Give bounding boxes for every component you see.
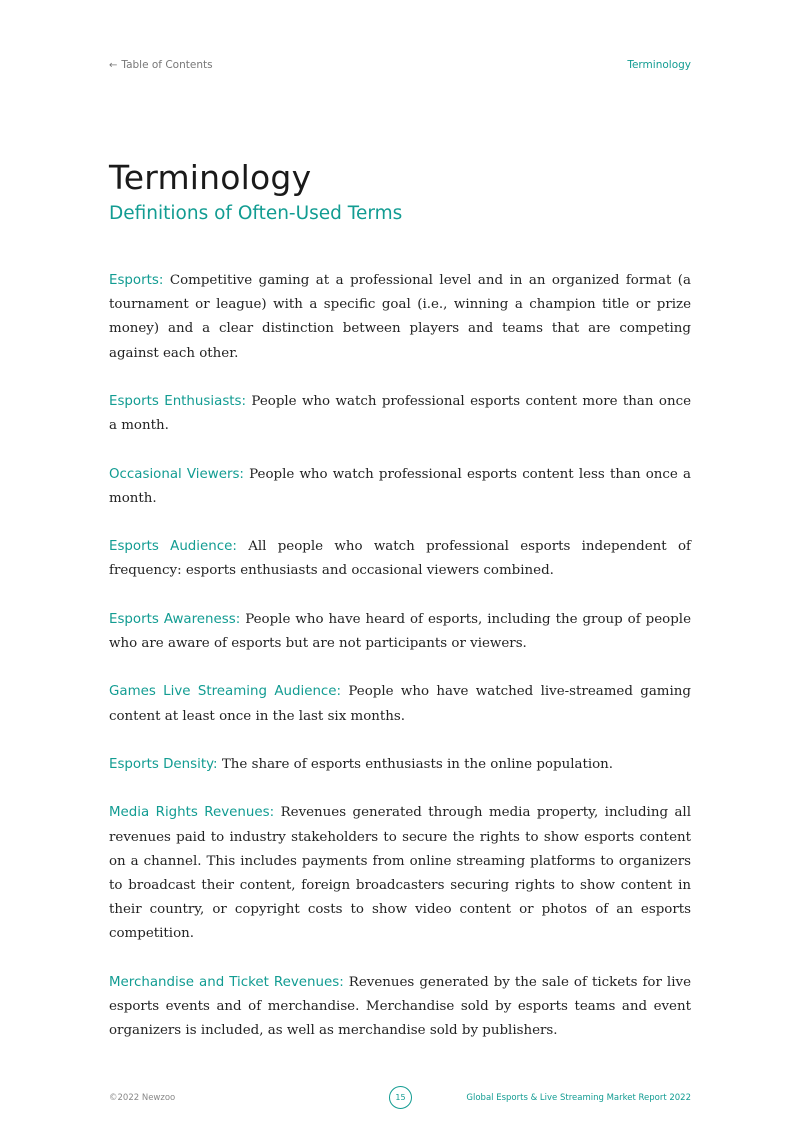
definitions-list [109,269,691,1068]
copyright: ©2022 Newzoo [109,1093,176,1103]
definition-term: Esports Density: [109,756,218,772]
definition-term: Occasional Viewers: [109,466,244,482]
definition-text: Competitive gaming at a professional level and in an organized format (a tournament or league) with a specific goal (i.e., winning a champion title or prize money) and a clear distinction between players and teams that are competing against each other. [109,273,692,361]
definition-term: Games Live Streaming Audience: [109,684,342,700]
toc-label: Table of Contents [121,59,213,71]
definition-item [109,801,691,946]
definition-text: Revenues generated by the sale of tickets for live esports events and of merchandise. Merchandise sold by esports teams and event organizers is included, as well as merchandise sold by publishers. [109,974,691,1039]
arrow-left-icon: ← [109,59,118,71]
definition-term: Esports Audience: [109,539,237,555]
definition-text: People who have watched live-streamed gaming content at least once in the last six months. [109,684,691,724]
definition-item [109,463,691,511]
definition-text: All people who watch professional esports independent of frequency: esports enthusiasts and occasional viewers combined. [109,539,691,579]
section-tag: Terminology [627,59,691,71]
definition-item [109,971,691,1044]
definition-item [109,269,691,366]
definition-text: The share of esports enthusiasts in the online population. [221,756,614,772]
definition-item [109,753,691,777]
definition-item [109,535,691,583]
definition-term: Media Rights Revenues: [109,805,275,821]
page-footer [109,1086,691,1110]
definition-term: Esports Enthusiasts: [109,394,247,409]
page-subtitle: Definitions of Often-Used Terms [109,203,403,224]
definition-term: Esports: [109,273,164,288]
definition-item [109,390,691,438]
definition-item [109,680,691,728]
definition-term: Merchandise and Ticket Revenues: [109,974,344,990]
table-of-contents-link[interactable] [109,59,213,71]
definition-text: People who watch professional esports content more than once a month. [109,394,691,434]
title-block [109,158,691,226]
definition-item [109,608,691,656]
page-title: Terminology [109,158,312,197]
report-name: Global Esports & Live Streaming Market Report 2022 [466,1093,691,1103]
definition-term: Esports Awareness: [109,611,241,627]
page-number[interactable]: 15 [389,1086,412,1109]
page-header [109,59,691,71]
definition-text: People who have heard of esports, including the group of people who are aware of esports but are not participants or viewers. [109,611,691,651]
definition-text: People who watch professional esports content less than once a month. [109,466,691,506]
definition-text: Revenues generated through media property, including all revenues paid to industry stakeholders to secure the rights to show esports content on a channel. This includes payments from online streaming platforms to organizers to broadcast their content, foreign broadcasters securing rights to show content in their country, or copyright costs to show video content or photos of an esports competition. [109,805,691,942]
